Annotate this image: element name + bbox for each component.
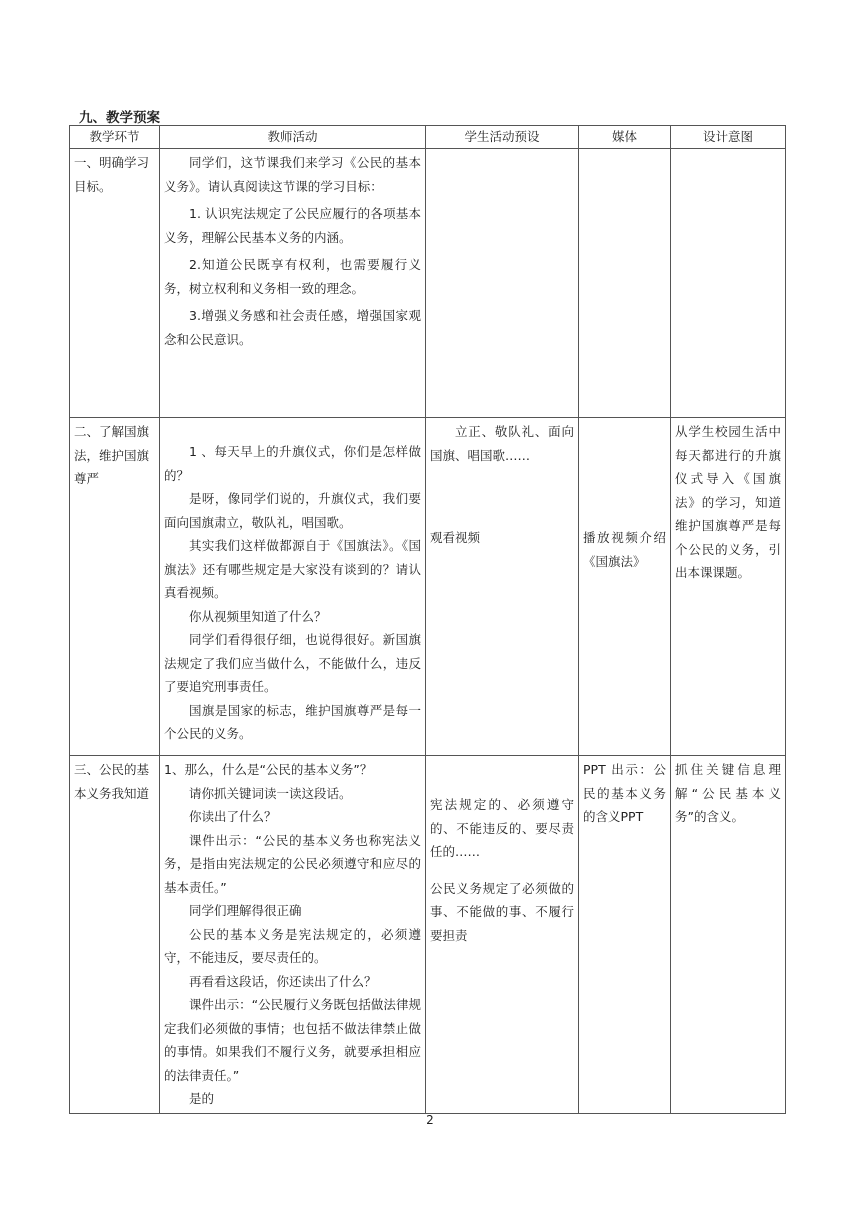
section-heading: 九、教学预案 <box>79 110 160 126</box>
lesson-plan-table <box>69 125 786 1114</box>
teacher-activity-cell: 1 、每天早上的升旗仪式，你们是怎样做的？ 是呀，像同学们说的，升旗仪式，我们要面向国旗肃立，敬队礼，唱国歌。 其实我们这样做都源自于《国旗法》。《国旗法》还有哪些规定是大家没有谈到的？请认真看视频。 你从视频里知道了什么？ 同学们看得很仔细，也说得很好。新国旗法规定了我们应当做什么，不能做什么，违反了要追究刑事责任。 国旗是国家的标志，维护国旗尊严是每一个公民的义务。 <box>160 418 426 756</box>
design-intent-cell: 抓住关键信息理解“公民基本义务”的含义。 <box>671 756 786 1114</box>
table-header-row <box>70 126 786 149</box>
column-header: 媒体 <box>579 126 671 149</box>
student-activity-cell: 宪法规定的、必须遵守的、不能违反的、要尽责任的…… 公民义务规定了必须做的事、不能做的事、不履行要担责 <box>426 756 579 1114</box>
column-header: 教学环节 <box>70 126 160 149</box>
stage-cell: 一、明确学习目标。 <box>70 149 160 418</box>
student-activity-cell: 立正、敬队礼、面向国旗、唱国歌…… 观看视频 <box>426 418 579 756</box>
column-header: 教师活动 <box>160 126 426 149</box>
teacher-activity-cell: 1、那么，什么是“公民的基本义务”？ 请你抓关键词读一读这段话。 你读出了什么？ 课件出示：“公民的基本义务也称宪法义务，是指由宪法规定的公民必须遵守和应尽的基本责任。” 同学们理解得很正确 公民的基本义务是宪法规定的，必须遵守，不能违反，要尽责任的。 再看看这段话，你还读出了什么？ 课件出示：“公民履行义务既包括做法律规定我们必须做的事情；也包括不做法律禁止做的事情。如果我们不履行义务，就要承担相应的法律责任。” 是的 <box>160 756 426 1114</box>
media-cell <box>579 149 671 418</box>
teacher-activity-cell: 同学们，这节课我们来学习《公民的基本义务》。请认真阅读这节课的学习目标： 1. 认识宪法规定了公民应履行的各项基本义务，理解公民基本义务的内涵。 2.知道公民既享有权利，也需要履行义务，树立权利和义务相一致的理念。 3.增强义务感和社会责任感，增强国家观念和公民意识。 <box>160 149 426 418</box>
stage-cell: 三、公民的基本义务我知道 <box>70 756 160 1114</box>
page-number: 2 <box>426 1113 434 1127</box>
design-intent-cell: 从学生校园生活中每天都进行的升旗仪式导入《国旗法》的学习，知道维护国旗尊严是每个公民的义务，引出本课课题。 <box>671 418 786 756</box>
table-row <box>70 756 786 1114</box>
column-header: 设计意图 <box>671 126 786 149</box>
column-header: 学生活动预设 <box>426 126 579 149</box>
stage-cell: 二、了解国旗法，维护国旗尊严 <box>70 418 160 756</box>
media-cell: PPT 出示：公民的基本义务的含义PPT <box>579 756 671 1114</box>
design-intent-cell <box>671 149 786 418</box>
table-row <box>70 149 786 418</box>
table-row <box>70 418 786 756</box>
student-activity-cell <box>426 149 579 418</box>
media-cell: 播放视频介绍《国旗法》 <box>579 418 671 756</box>
